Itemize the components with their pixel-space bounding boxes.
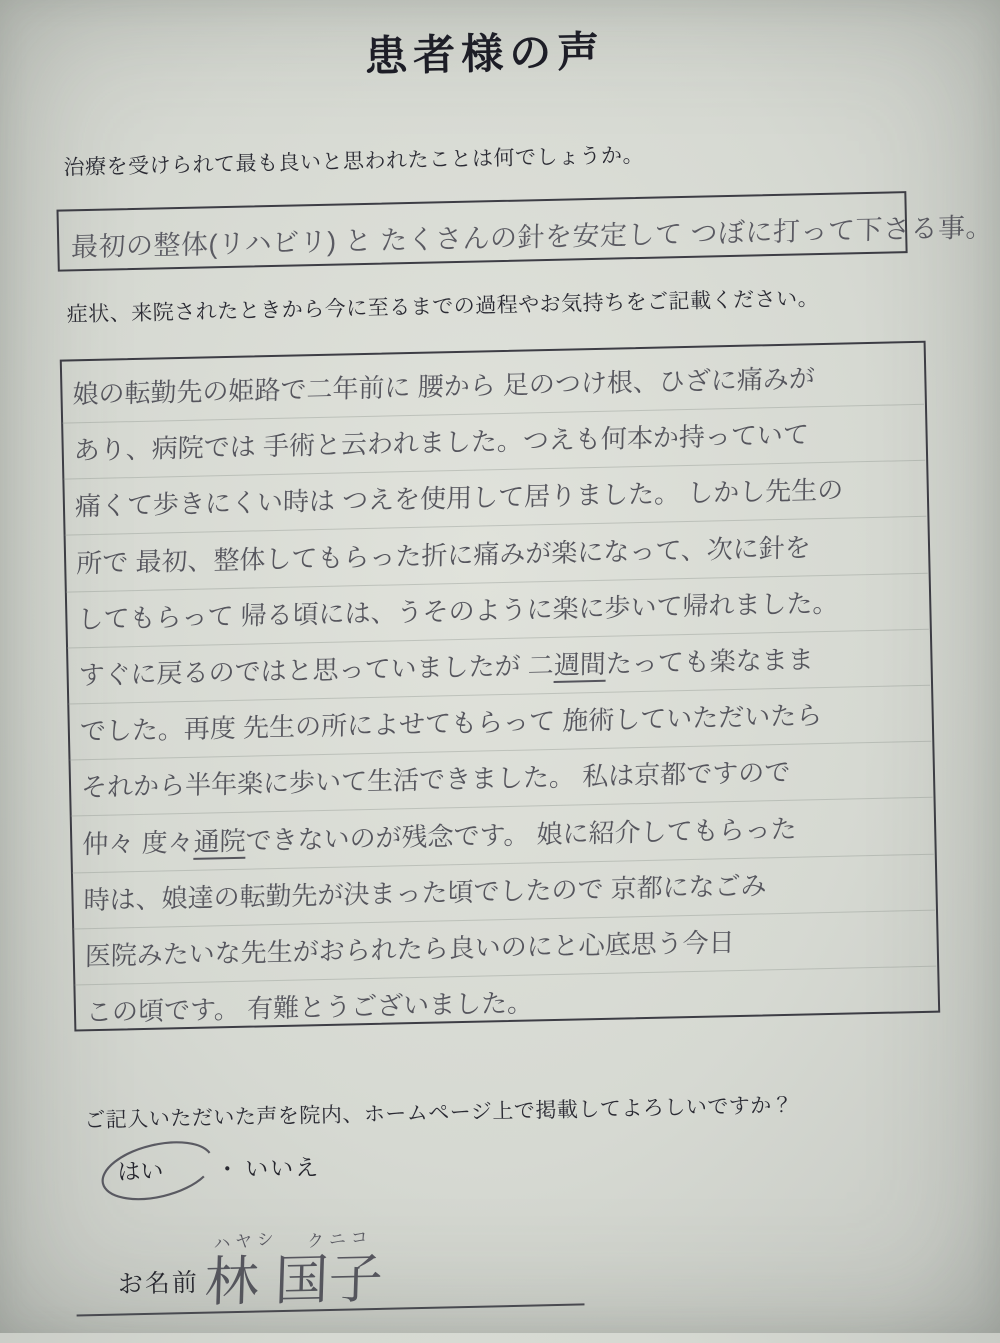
handwritten-line: でした。再度 先生の所によせてもらって 施術していただいたら xyxy=(70,686,933,761)
handwritten-line: あり、病院では 手術と云われました。つえも何本か持っていて xyxy=(63,405,926,480)
handwritten-line: 娘の転勤先の姫路で二年前に 腰から 足のつけ根、ひざに痛みが xyxy=(62,349,925,424)
publish-consent-options xyxy=(117,1149,320,1186)
furigana-first-name: クニコ xyxy=(306,1227,374,1252)
answer-1-box xyxy=(56,191,994,272)
handwritten-line: それから半年楽に歩いて生活できました。 私は京都ですので xyxy=(71,742,934,817)
page-title: 患者様の声 xyxy=(364,27,606,80)
handwritten-line: 医院みたいな先生がおられたら良いのにと心底思う今日 xyxy=(74,911,937,986)
option-no: いいえ xyxy=(244,1154,321,1182)
handwritten-line: すぐに戻るのではと思っていましたが 二週間たっても楽なまま xyxy=(68,630,931,705)
answer-2-box xyxy=(60,341,940,1032)
handwritten-line: 痛くて歩きにくい時は つえを使用して居りました。 しかし先生の xyxy=(65,461,928,536)
signature-last-name: 林 xyxy=(203,1251,260,1313)
handwritten-line: 所で 最初、整体してもらった折に痛みが楽になって、次に針を xyxy=(66,517,929,592)
answer-1-handwriting: 最初の整体(リハビリ) と たくさんの針を安定して つぼに打って下さる事。 xyxy=(70,212,994,263)
handwritten-line: 時は、娘達の転勤先が決まった頃でしたので 京都になごみ xyxy=(73,854,936,929)
question-2-label: 症状、来院されたときから今に至るまでの過程やお気持ちをご記載ください。 xyxy=(66,287,820,327)
question-1-label: 治療を受けられて最も良いと思われたことは何でしょうか。 xyxy=(63,143,645,180)
signature-name xyxy=(204,1236,384,1317)
handwritten-line: この頃です。 有難とうございました。 xyxy=(85,987,534,1028)
handwritten-line: してもらって 帰る頃には、うそのように楽に歩いて帰れました。 xyxy=(67,573,930,648)
question-3-label: ご記入いただいた声を院内、ホームページ上で掲載してよろしいですか？ xyxy=(84,1093,794,1133)
signature-first-name: 国子 xyxy=(273,1248,384,1312)
handwritten-line: 仲々 度々通院できないのが残念です。 娘に紹介してもらった xyxy=(72,798,935,873)
furigana-last-name: ハヤシ xyxy=(212,1228,280,1254)
option-yes: はい xyxy=(117,1153,164,1187)
name-label: お名前 xyxy=(117,1268,200,1299)
option-separator: ・ xyxy=(215,1155,240,1183)
